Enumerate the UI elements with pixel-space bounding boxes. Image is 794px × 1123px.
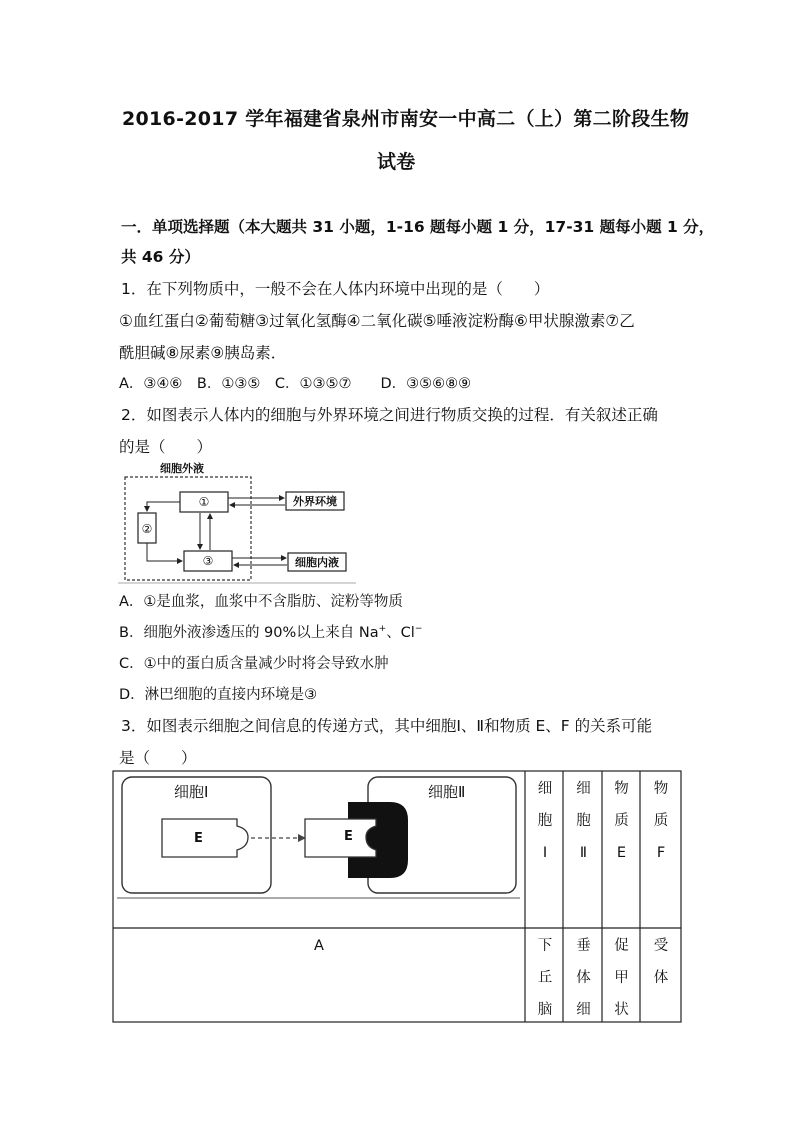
page-title-line2: 试卷 — [377, 151, 416, 173]
header-cell-2: 细 胞 Ⅱ — [576, 781, 591, 861]
q3-signal-figure — [117, 777, 520, 898]
cell-1-label: 细胞Ⅰ — [174, 783, 209, 801]
external-environment-label: 外界环境 — [293, 495, 337, 508]
box-1-label: ① — [198, 495, 210, 509]
box-2-label: ② — [141, 522, 153, 536]
row-a-substance-f: 受 体 — [653, 938, 669, 986]
header-substance-e: 物 质 E — [614, 781, 629, 861]
header-substance-f: 物 质 F — [653, 781, 669, 861]
page-title: 2016-2017 学年福建省泉州市南安一中高二（上）第二阶段生物 — [122, 108, 690, 130]
q2-fluid-diagram — [118, 460, 358, 586]
row-a-label: A — [314, 938, 324, 954]
q2-stem-line2: 的是（ ） — [119, 438, 213, 456]
row-a-substance-e: 促 甲 状 — [614, 938, 629, 1018]
q2-stem: 2．如图表示人体内的细胞与外界环境之间进行物质交换的过程．有关叙述正确 — [121, 406, 658, 424]
q2-option-d: D．淋巴细胞的直接内环境是③ — [119, 687, 318, 703]
cell-2-label: 细胞Ⅱ — [428, 783, 466, 801]
section-heading: 一．单项选择题（本大题共 31 小题，1-16 题每小题 1 分，17-31 题每小题 1 分， — [121, 218, 715, 236]
e-left-label: E — [194, 831, 203, 846]
e-right-label: E — [344, 829, 353, 844]
q3-stem: 3．如图表示细胞之间信息的传递方式，其中细胞Ⅰ、Ⅱ和物质 E、F 的关系可能 — [121, 717, 653, 735]
intracellular-fluid-label: 细胞内液 — [295, 556, 339, 569]
q2-option-b: B．细胞外液渗透压的 90%以上来自 Na+、Cl− — [119, 624, 423, 641]
q1-items: ①血红蛋白②葡萄糖③过氧化氢酶④二氧化碳⑤唾液淀粉酶⑥甲状腺激素⑦乙 — [119, 312, 635, 330]
q1-stem: 1．在下列物质中，一般不会在人体内环境中出现的是（ ） — [121, 280, 550, 298]
q3-stem-line2: 是（ ） — [119, 749, 197, 767]
box-3-label: ③ — [202, 554, 214, 568]
signal-molecule-e-left — [162, 819, 248, 857]
row-a-cell-2: 垂 体 细 — [576, 938, 591, 1018]
q1-items-line2: 酰胆碱⑧尿素⑨胰岛素． — [119, 344, 287, 362]
q2-option-a: A．①是血浆，血浆中不含脂肪、淀粉等物质 — [119, 594, 403, 610]
q1-options: A．③④⑥ B．①③⑤ C．①③⑤⑦ D．③⑤⑥⑧⑨ — [119, 376, 472, 392]
header-cell-1: 细 胞 Ⅰ — [537, 781, 553, 861]
label-extracellular-fluid: 细胞外液 — [160, 462, 204, 475]
section-heading-line2: 共 46 分） — [121, 248, 200, 266]
signal-molecule-e-right — [305, 819, 376, 857]
row-a-cell-1: 下 丘 脑 — [537, 938, 553, 1018]
q2-option-c: C．①中的蛋白质含量减少时将会导致水肿 — [119, 656, 389, 672]
